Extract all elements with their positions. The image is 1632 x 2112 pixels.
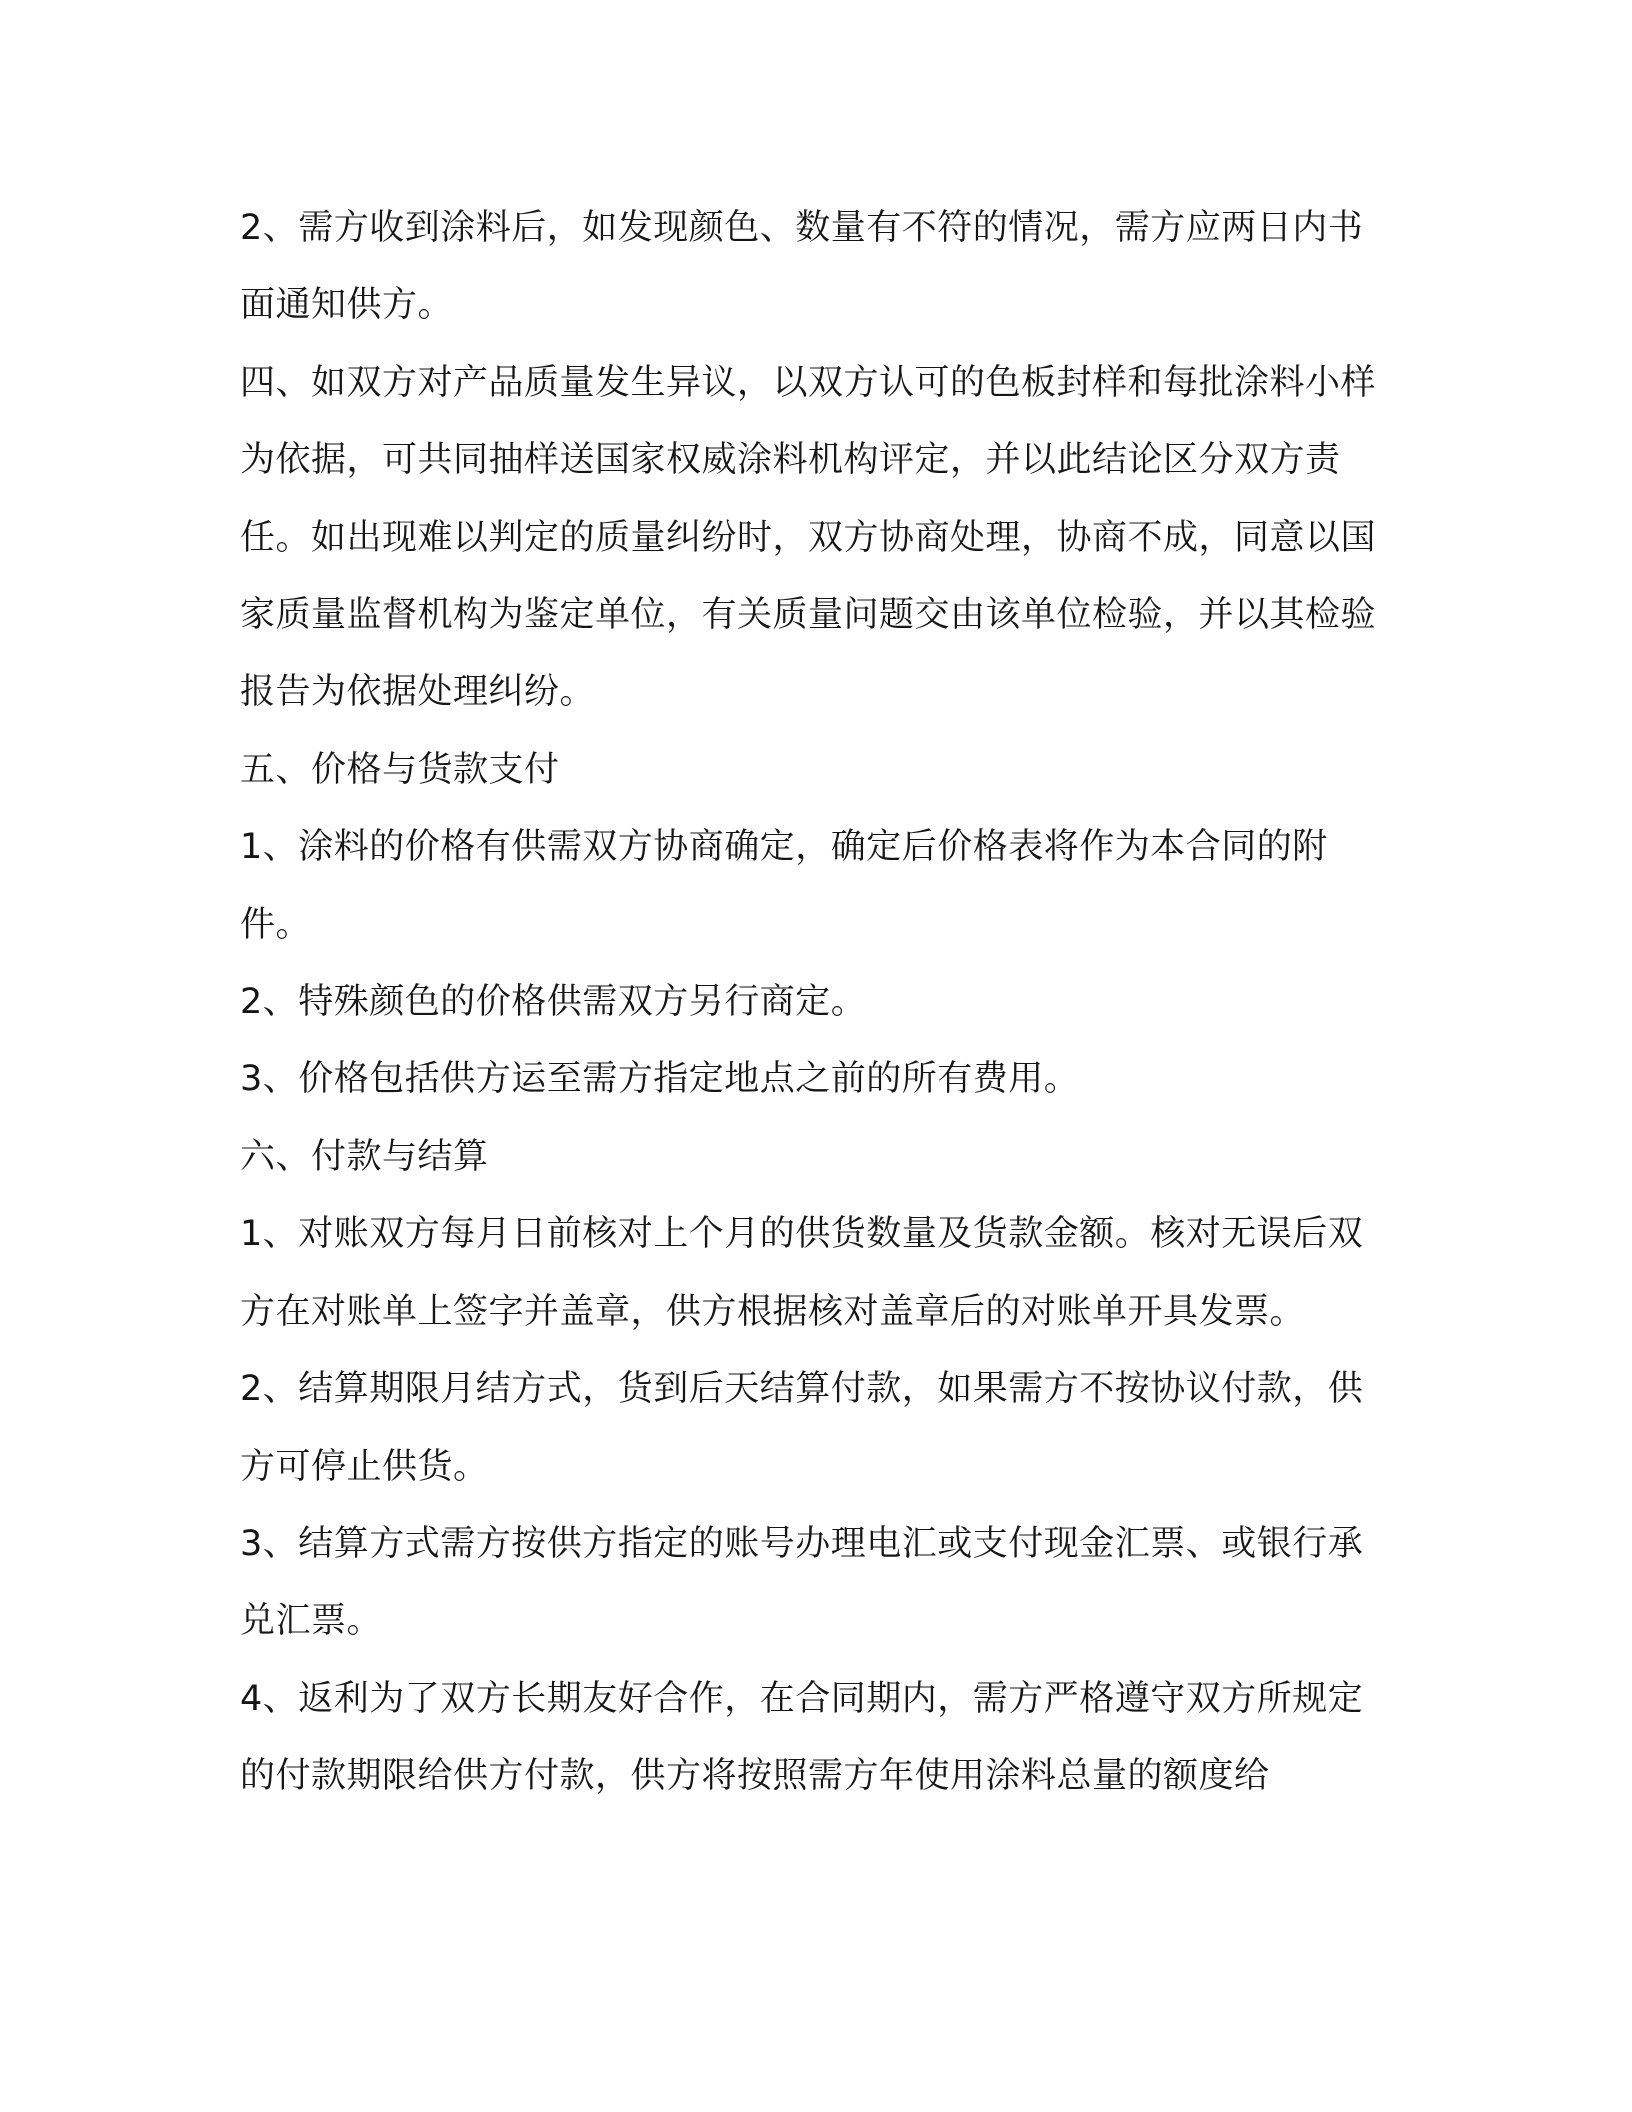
clause-5-1-price: 1、涂料的价格有供需双方协商确定，确定后价格表将作为本合同的附件。 [240, 827, 1328, 945]
clause-6-1-reconciliation: 1、对账双方每月日前核对上个月的供货数量及货款金额。核对无误后双方在对账单上签字并盖章，供方根据核对盖章后的对账单开具发票。 [240, 1214, 1364, 1332]
clause-3-2-delivery-notice: 2、需方收到涂料后，如发现颜色、数量有不符的情况，需方应两日内书面通知供方。 [240, 208, 1364, 326]
section-5-heading: 五、价格与货款支付 [240, 749, 560, 790]
clause-6-2-settlement-period: 2、结算期限月结方式，货到后天结算付款，如果需方不按协议付款，供方可停止供货。 [240, 1369, 1364, 1487]
document-body [240, 190, 1382, 1816]
clause-6-3-settlement-method: 3、结算方式需方按供方指定的账号办理电汇或支付现金汇票、或银行承兑汇票。 [240, 1523, 1364, 1642]
clause-5-2-special-color: 2、特殊颜色的价格供需双方另行商定。 [240, 982, 867, 1023]
clause-5-3-price-scope: 3、价格包括供方运至需方指定地点之前的所有费用。 [240, 1059, 1080, 1100]
section-6-heading: 六、付款与结算 [240, 1136, 489, 1177]
clause-6-4-rebate: 4、返利为了双方长期友好合作，在合同期内，需方严格遵守双方所规定的付款期限给供方付款，供方将按照需方年使用涂料总量的额度给 [240, 1678, 1364, 1797]
section-4-quality-dispute: 四、如双方对产品质量发生异议，以双方认可的色板封样和每批涂料小样为依据，可共同抽样送国家权威涂料机构评定，并以此结论区分双方责任。如出现难以判定的质量纠纷时，双方协商处理，协商不成，同意以国家质量监督机构为鉴定单位，有关质量问题交由该单位检验，并以其检验报告为依据处理纠纷。 [240, 362, 1377, 713]
